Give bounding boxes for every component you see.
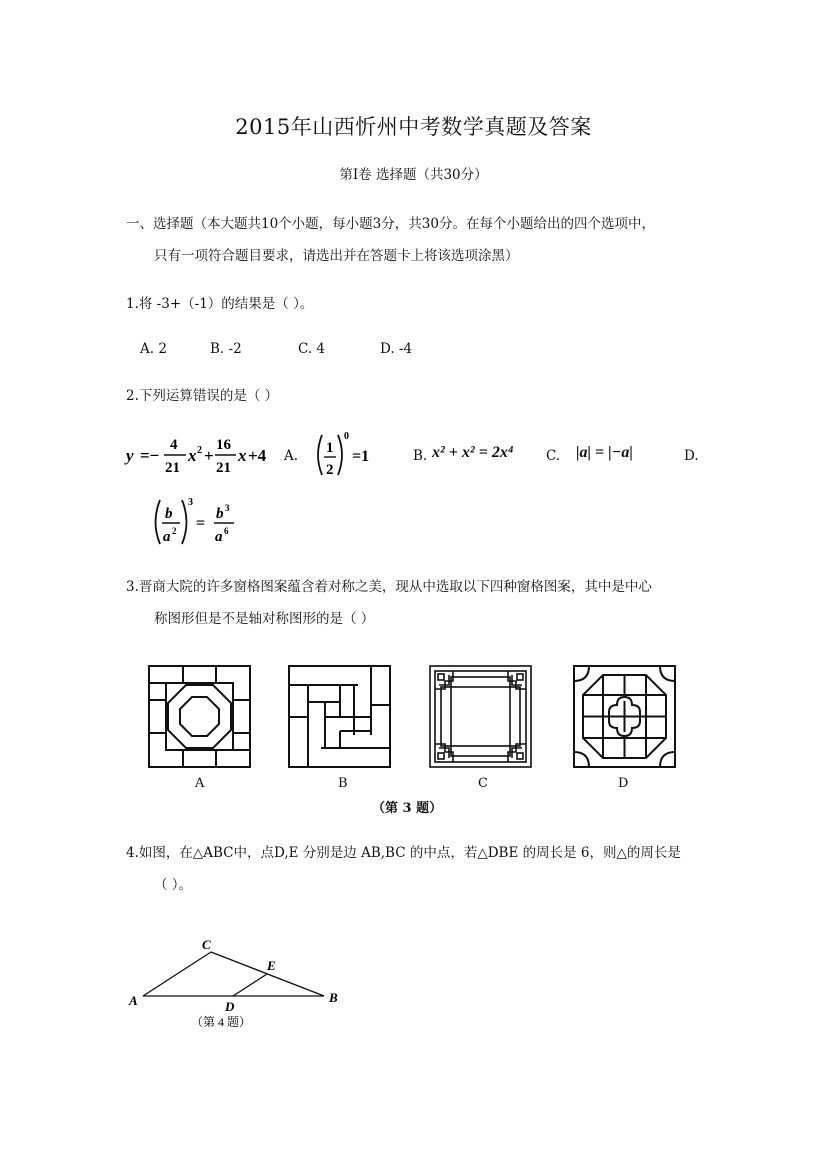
svg-text:2: 2 <box>326 462 334 478</box>
section-title: 第I卷 选择题（共30分） <box>339 167 488 183</box>
svg-text:x: x <box>238 446 247 465</box>
q4-line2: （ ）。 <box>154 877 193 893</box>
q2-formula-y <box>120 425 280 485</box>
point-a-label: A <box>129 993 138 1008</box>
q1-option-d: D. -4 <box>380 341 413 357</box>
page-title: 2015年山西忻州中考数学真题及答案 <box>235 115 592 139</box>
svg-text:0: 0 <box>344 431 349 442</box>
q2-label-b: B. <box>413 448 428 464</box>
q2-label-c: C. <box>546 448 561 464</box>
svg-text:21: 21 <box>216 460 231 476</box>
q1-stem: 1.将 -3+（-1）的结果是（ ）。 <box>126 296 314 312</box>
svg-text:a: a <box>215 529 223 545</box>
svg-text:4: 4 <box>170 437 178 453</box>
instructions-line1: 一、选择题（本大题共10个小题，每小题3分，共30分。在每个小题给出的四个选项中， <box>126 216 655 232</box>
q2-option-b-formula: x² + x² = 2x⁴ <box>432 444 514 461</box>
pattern-b-figure <box>288 665 391 768</box>
pattern-b-label: B <box>338 776 348 791</box>
point-b-label: B <box>329 990 338 1005</box>
q3-line1: 3.晋商大院的许多窗格图案蕴含着对称之美，现从中选取以下四种窗格图案，其中是中心 <box>126 579 652 595</box>
pattern-d-label: D <box>618 776 629 791</box>
svg-text:=−: =− <box>140 446 160 465</box>
svg-text:a: a <box>163 529 171 545</box>
q3-caption: （第 3 题） <box>372 801 443 816</box>
svg-text:x: x <box>188 446 197 465</box>
svg-text:2: 2 <box>197 445 202 456</box>
svg-text:+4: +4 <box>248 446 267 465</box>
svg-text:1: 1 <box>326 440 334 456</box>
svg-text:y: y <box>126 446 134 465</box>
pattern-c-label: C <box>478 776 488 791</box>
q3-line2: 称图形但是不是轴对称图形的是（ ） <box>154 611 375 627</box>
pattern-d-figure <box>573 665 676 768</box>
q4-line1: 4.如图，在△ABC中，点D,E 分别是边 AB,BC 的中点，若△DBE 的周长是 6，则△的周长是 <box>126 845 681 861</box>
svg-text:b: b <box>216 506 224 522</box>
svg-text:16: 16 <box>216 437 231 453</box>
svg-text:21: 21 <box>165 460 180 476</box>
q2-option-d-formula <box>150 492 250 552</box>
q2-option-a-formula <box>312 425 382 485</box>
q2-label-a: A. <box>284 448 299 464</box>
svg-text:+: + <box>204 446 214 465</box>
pattern-a-figure <box>148 665 251 768</box>
svg-text:6: 6 <box>224 526 229 536</box>
triangle-abc-figure <box>125 935 355 1035</box>
pattern-c-figure <box>429 665 532 768</box>
svg-text:2: 2 <box>172 526 177 536</box>
q2-label-d: D. <box>684 448 699 464</box>
point-e-label: E <box>267 958 276 973</box>
pattern-a-label: A <box>195 776 205 791</box>
q2-option-c-formula: |a| = |−a| <box>576 444 633 461</box>
q2-stem: 2.下列运算错误的是（ ） <box>126 388 279 404</box>
point-d-label: D <box>225 999 235 1014</box>
q1-option-a: A. 2 <box>140 341 167 357</box>
svg-text:=1: =1 <box>352 448 370 465</box>
instructions-line2: 只有一项符合题目要求，请选出并在答题卡上将该选项涂黑） <box>154 248 519 264</box>
q1-option-b: B. -2 <box>210 341 242 357</box>
point-c-label: C <box>202 937 211 952</box>
svg-text:b: b <box>165 506 173 522</box>
q1-option-c: C. 4 <box>298 341 326 357</box>
svg-text:3: 3 <box>225 503 230 513</box>
svg-text:3: 3 <box>188 497 193 508</box>
q4-caption: （第 4 题） <box>191 1015 252 1029</box>
svg-text:=: = <box>196 515 206 532</box>
